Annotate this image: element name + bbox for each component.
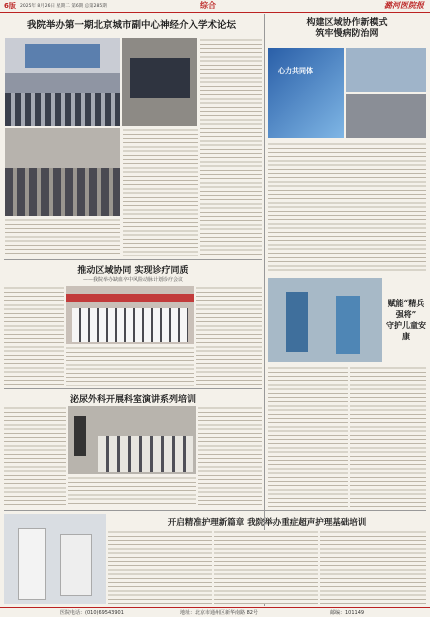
article-3-body-3: [196, 286, 262, 386]
article-3-body: [4, 286, 64, 386]
issue-date: 2025年 8月26日 星期二 第6期 总第285期: [20, 4, 107, 9]
article-1-body: [5, 218, 120, 256]
article-1-body-2: [123, 128, 198, 256]
article-1-title: 我院举办第一期北京城市副中心神经介入学术论坛: [26, 20, 236, 31]
footer-postcode: 邮编：101149: [330, 610, 365, 616]
article-4-title: [384, 298, 428, 342]
audience-photo: [5, 128, 120, 216]
article-4-body: [268, 366, 348, 508]
article-6-body-3: [320, 530, 426, 604]
conference-photo: [5, 38, 120, 126]
event-poster: [268, 48, 344, 138]
page-number: 6版: [4, 2, 16, 10]
paper-logo: 潞河医院报: [384, 0, 424, 10]
masthead-bar: [0, 0, 430, 13]
article-2-title-line1: 构建区域协作新模式: [306, 18, 388, 28]
article-2-body: [268, 142, 426, 272]
pediatric-training-photo: [268, 278, 382, 362]
article-5-body-3: [198, 406, 262, 506]
article-3-subtitle: ——我院举办缺血卒中风险动脉计划诊疗会议: [82, 277, 183, 283]
nursing-training-photo: [4, 514, 106, 604]
article-6-title: 开启精准护理新篇章 我院举办重症超声护理基础培训: [167, 518, 367, 528]
article-1-body-3: [200, 38, 262, 256]
article-5-title: 泌尿外科开展科室演讲系列培训: [69, 395, 196, 405]
article-5-body: [4, 406, 66, 506]
article-3-body-2: [66, 346, 194, 386]
poster-text: 心力共同体: [278, 66, 313, 75]
section-title: 综合: [200, 0, 216, 10]
group-photo: [66, 286, 194, 344]
footer-address: 地址：北京市通州区新华南路 82号: [180, 610, 258, 616]
article-6-body-2: [214, 530, 318, 604]
forum-photo-2: [346, 94, 426, 138]
article-4-body-2: [350, 366, 426, 508]
footer: [0, 607, 430, 617]
forum-photo-1: [346, 48, 426, 92]
row-divider: [4, 259, 262, 260]
article-5-body-2: [68, 476, 196, 506]
article-6-body: [108, 530, 212, 604]
article-2-title-line2: 筑牢慢病防治网: [315, 29, 379, 39]
speaker-photo: [122, 38, 197, 126]
article-4-title-line1: 赋能“精兵强将”: [387, 298, 425, 319]
article-4-title-line2: 守护儿童安康: [386, 320, 426, 341]
footer-phone: 医院电话：(010)69543901: [60, 610, 124, 616]
article-2-title: [266, 18, 428, 40]
row-divider-3: [4, 510, 426, 511]
row-divider-2: [4, 388, 262, 389]
article-3-title: 推动区域协同 实现诊疗同质: [77, 266, 189, 276]
lecture-photo: [68, 406, 196, 474]
